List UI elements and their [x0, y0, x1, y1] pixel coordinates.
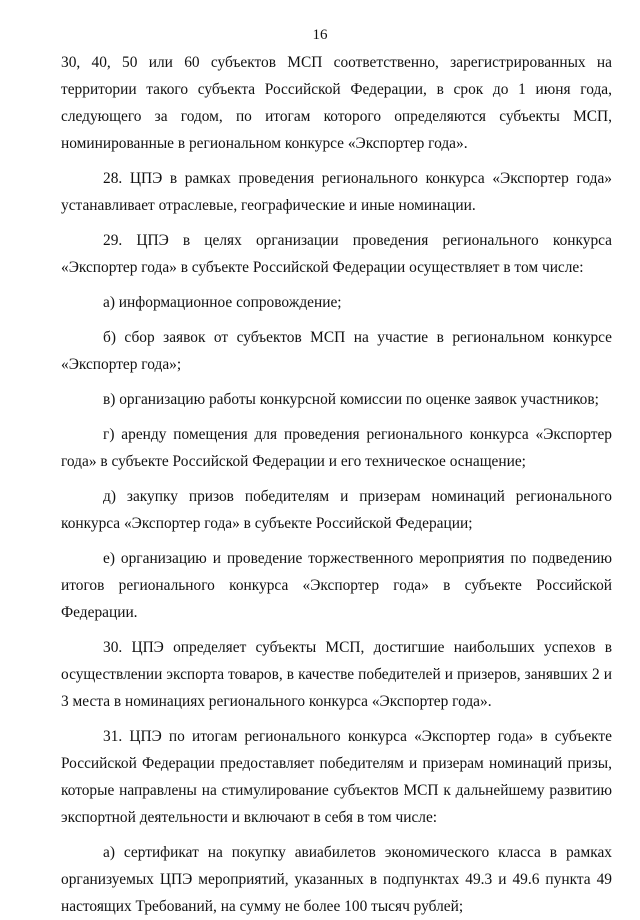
paragraph-continuation: 30, 40, 50 или 60 субъектов МСП соответственно, зарегистрированных на территории такого субъекта Российской Федерации, в срок до 1 июня года, следующего за годом, по итогам которого определяются субъекты МСП, номинированные в региональном конкурсе «Экспортер года».	[61, 54, 612, 152]
paragraph-31: 31. ЦПЭ по итогам регионального конкурса «Экспортер года» в субъекте Российской Федерации предоставляет победителям и призерам номинаций призы, которые направлены на стимулирование субъектов МСП к дальнейшему развитию экспортной деятельности и включают в себя в том числе:	[61, 728, 612, 826]
paragraph-29: 29. ЦПЭ в целях организации проведения регионального конкурса «Экспортер года» в субъекте Российской Федерации осуществляет в том числе:	[61, 232, 612, 276]
paragraph-29-b: б) сбор заявок от субъектов МСП на участие в региональном конкурсе «Экспортер года»;	[61, 329, 612, 373]
paragraph-29-e: д) закупку призов победителям и призерам номинаций регионального конкурса «Экспортер года» в субъекте Российской Федерации;	[61, 488, 612, 532]
paragraph-29-f: е) организацию и проведение торжественного мероприятия по подведению итогов регионального конкурса «Экспортер года» в субъекте Российской Федерации.	[61, 550, 612, 621]
paragraph-30: 30. ЦПЭ определяет субъекты МСП, достигшие наибольших успехов в осуществлении экспорта товаров, в качестве победителей и призеров, занявших 2 и 3 места в номинациях регионального конкурса «Экспортер года».	[61, 639, 612, 710]
paragraph-28: 28. ЦПЭ в рамках проведения регионального конкурса «Экспортер года» устанавливает отраслевые, географические и иные номинации.	[61, 170, 612, 214]
document-body	[61, 49, 612, 920]
paragraph-31-a: а) сертификат на покупку авиабилетов экономического класса в рамках организуемых ЦПЭ мероприятий, указанных в подпунктах 49.3 и 49.6 пункта 49 настоящих Требований, на сумму не более 100 тысяч рублей;	[61, 844, 612, 915]
paragraph-29-c: в) организацию работы конкурсной комиссии по оценке заявок участников;	[103, 391, 599, 408]
paragraph-29-d: г) аренду помещения для проведения регионального конкурса «Экспортер года» в субъекте Российской Федерации и его техническое оснащение;	[61, 426, 612, 470]
paragraph-29-a: а) информационное сопровождение;	[103, 294, 342, 311]
page-number: 16	[312, 27, 328, 43]
